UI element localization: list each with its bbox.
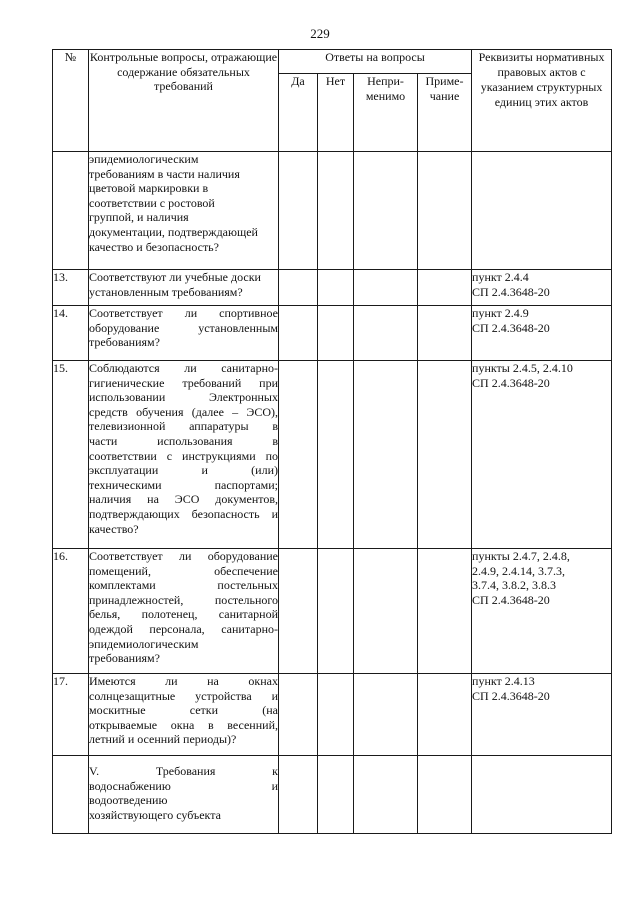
table-row bbox=[53, 152, 612, 270]
question-line: Соответствуют ли учебные доски bbox=[89, 270, 261, 284]
answer-note-cell[interactable] bbox=[418, 270, 472, 306]
answer-na-cell[interactable] bbox=[354, 270, 418, 306]
question-line: части использования в bbox=[89, 433, 278, 448]
question-line: одеждой персонала, санитарно- bbox=[89, 621, 278, 636]
question-line: открываемые окна в весенний, bbox=[89, 717, 278, 732]
question-cell bbox=[89, 361, 279, 549]
row-number: 17. bbox=[53, 674, 89, 756]
section-number-cell bbox=[53, 756, 89, 834]
answer-na-cell[interactable] bbox=[354, 306, 418, 361]
row-number: 13. bbox=[53, 270, 89, 306]
header-na-line-1: Непри- bbox=[367, 74, 404, 88]
table-row bbox=[53, 361, 612, 549]
requisite-line: 2.4.9, 2.4.14, 3.7.3, bbox=[472, 563, 566, 578]
question-line: установленным требованиям? bbox=[89, 284, 243, 299]
table-row bbox=[53, 549, 612, 674]
section-note-cell bbox=[418, 756, 472, 834]
answer-no-cell[interactable] bbox=[318, 361, 354, 549]
question-line: солнцезащитные устройства и bbox=[89, 688, 278, 703]
header-na-line-2: менимо bbox=[365, 88, 406, 103]
row-number: 16. bbox=[53, 549, 89, 674]
requisite-line: 3.7.4, 3.8.2, 3.8.3 bbox=[472, 578, 557, 593]
question-line: требованиям? bbox=[89, 651, 160, 666]
question-line: Соответствует ли оборудование bbox=[89, 549, 278, 563]
question-line: наличия на ЭСО документов, bbox=[89, 492, 278, 507]
question-line: Соответствует ли спортивное bbox=[89, 306, 278, 320]
section-na-cell bbox=[354, 756, 418, 834]
requisites-cell bbox=[472, 361, 612, 549]
section-title bbox=[89, 756, 279, 834]
header-number: № bbox=[53, 50, 89, 152]
section-yes-cell bbox=[279, 756, 318, 834]
requisite-line: СП 2.4.3648-20 bbox=[472, 320, 550, 335]
requisites-cell bbox=[472, 152, 612, 270]
header-note-line-1: Приме- bbox=[425, 74, 464, 88]
header-question: Контрольные вопросы, отражающие содержание обязательных требований bbox=[89, 50, 279, 152]
question-line: техническими паспортами; bbox=[89, 477, 278, 492]
question-line: соответствии с инструкциями по bbox=[89, 448, 278, 463]
answer-yes-cell[interactable] bbox=[279, 674, 318, 756]
section-title-line: водоотведению bbox=[89, 793, 168, 808]
question-line: требованиям? bbox=[89, 335, 160, 350]
answer-na-cell[interactable] bbox=[354, 674, 418, 756]
question-line: гигиенические требований при bbox=[89, 375, 278, 390]
question-line: принадлежностей, постельного bbox=[89, 592, 278, 607]
requisite-line: СП 2.4.3648-20 bbox=[472, 375, 550, 390]
question-cell bbox=[89, 306, 279, 361]
question-cell bbox=[89, 674, 279, 756]
answer-yes-cell[interactable] bbox=[279, 270, 318, 306]
question-line: документации, подтверждающей bbox=[89, 224, 258, 239]
question-line: требованиям в части наличия bbox=[89, 166, 240, 181]
question-line: подтверждающих безопасность и bbox=[89, 506, 278, 521]
requisite-line: СП 2.4.3648-20 bbox=[472, 284, 550, 299]
requisite-line: пункты 2.4.7, 2.4.8, bbox=[472, 549, 570, 563]
answer-note-cell[interactable] bbox=[418, 306, 472, 361]
question-line: Соблюдаются ли санитарно- bbox=[89, 361, 278, 375]
header-no: Нет bbox=[318, 74, 354, 152]
checklist-table bbox=[52, 49, 612, 834]
answer-yes-cell[interactable] bbox=[279, 152, 318, 270]
question-line: Имеются ли на окнах bbox=[89, 674, 278, 688]
question-line: соответствии с ростовой bbox=[89, 195, 215, 210]
question-line: телевизионной аппаратуры в bbox=[89, 419, 278, 434]
requisites-cell bbox=[472, 674, 612, 756]
answer-no-cell[interactable] bbox=[318, 674, 354, 756]
question-line: качество? bbox=[89, 521, 139, 536]
question-line: качество и безопасность? bbox=[89, 239, 219, 254]
header-yes: Да bbox=[279, 74, 318, 152]
row-number bbox=[53, 152, 89, 270]
requisite-line: СП 2.4.3648-20 bbox=[472, 592, 550, 607]
page-number: 229 bbox=[310, 26, 330, 41]
section-row bbox=[53, 756, 612, 834]
answer-na-cell[interactable] bbox=[354, 549, 418, 674]
answer-na-cell[interactable] bbox=[354, 152, 418, 270]
table-body bbox=[53, 152, 612, 834]
answer-no-cell[interactable] bbox=[318, 270, 354, 306]
question-line: средств обучения (далее – ЭСО), bbox=[89, 404, 278, 419]
requisites-cell bbox=[472, 549, 612, 674]
answer-yes-cell[interactable] bbox=[279, 361, 318, 549]
question-line: белья, полотенец, санитарной bbox=[89, 607, 278, 622]
requisites-cell bbox=[472, 306, 612, 361]
answer-no-cell[interactable] bbox=[318, 152, 354, 270]
header-note-line-2: чание bbox=[429, 88, 460, 103]
question-line: оборудование установленным bbox=[89, 320, 278, 335]
section-title-line: хозяйствующего субъекта bbox=[89, 807, 221, 822]
section-title-line: V. Требования к bbox=[89, 764, 278, 778]
section-requisites-cell bbox=[472, 756, 612, 834]
requisite-line: пункт 2.4.4 bbox=[472, 270, 529, 284]
question-line: летний и осенний периоды)? bbox=[89, 732, 237, 747]
question-line: группой, и наличия bbox=[89, 210, 189, 225]
requisites-cell bbox=[472, 270, 612, 306]
requisite-line: СП 2.4.3648-20 bbox=[472, 688, 550, 703]
table-row bbox=[53, 270, 612, 306]
question-line: москитные сетки (на bbox=[89, 703, 278, 718]
row-number: 15. bbox=[53, 361, 89, 549]
question-cell bbox=[89, 270, 279, 306]
answer-note-cell[interactable] bbox=[418, 152, 472, 270]
answer-note-cell[interactable] bbox=[418, 674, 472, 756]
question-line: эксплуатации и (или) bbox=[89, 463, 278, 478]
header-not-applicable bbox=[354, 74, 418, 152]
question-cell bbox=[89, 152, 279, 270]
question-line: эпидемиологическим bbox=[89, 636, 199, 651]
table-row bbox=[53, 674, 612, 756]
requisite-line: пункты 2.4.5, 2.4.10 bbox=[472, 361, 573, 375]
header-answers-group: Ответы на вопросы bbox=[279, 50, 472, 74]
answer-no-cell[interactable] bbox=[318, 549, 354, 674]
question-line: помещений, обеспечение bbox=[89, 563, 278, 578]
requisite-line: пункт 2.4.9 bbox=[472, 306, 529, 320]
question-line: эпидемиологическим bbox=[89, 152, 199, 166]
section-no-cell bbox=[318, 756, 354, 834]
answer-note-cell[interactable] bbox=[418, 549, 472, 674]
question-line: комплектами постельных bbox=[89, 578, 278, 593]
requisite-line: пункт 2.4.13 bbox=[472, 674, 535, 688]
answer-yes-cell[interactable] bbox=[279, 549, 318, 674]
question-line: цветовой маркировки в bbox=[89, 181, 209, 196]
answer-na-cell[interactable] bbox=[354, 361, 418, 549]
section-title-line: водоснабжению и bbox=[89, 778, 278, 793]
header-requisites: Реквизиты нормативных правовых актов с указанием структурных единиц этих актов bbox=[472, 50, 612, 152]
row-number: 14. bbox=[53, 306, 89, 361]
answer-note-cell[interactable] bbox=[418, 361, 472, 549]
question-line: использовании Электронных bbox=[89, 390, 278, 405]
question-cell bbox=[89, 549, 279, 674]
header-note bbox=[418, 74, 472, 152]
answer-yes-cell[interactable] bbox=[279, 306, 318, 361]
table-row bbox=[53, 306, 612, 361]
answer-no-cell[interactable] bbox=[318, 306, 354, 361]
